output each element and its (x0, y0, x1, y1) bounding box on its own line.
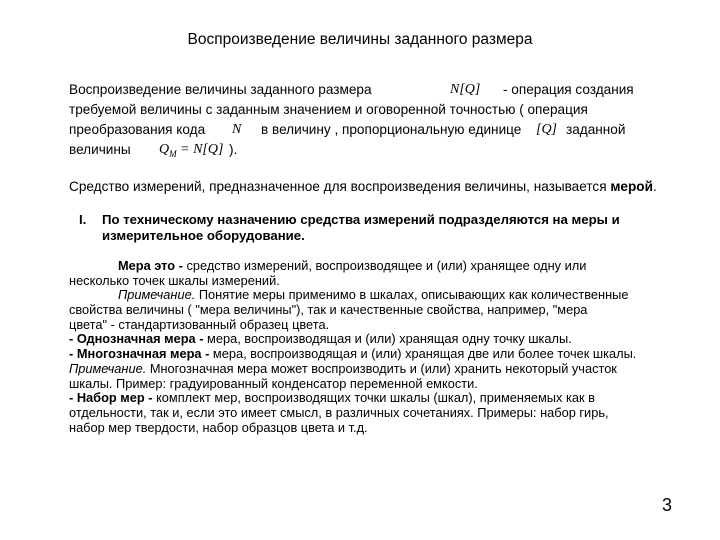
definition-term: мерой (610, 179, 653, 194)
multi-measure-term: - Многозначная мера - (69, 346, 210, 362)
slide-title: Воспроизведение величины заданного размера (187, 31, 533, 48)
measure-term: Мера это - (118, 258, 183, 273)
formula-q-symbol: Q (159, 142, 170, 157)
body-text: средство измерений, воспроизводящее и (или) хранящее одну или (186, 258, 587, 273)
point-line: измерительное оборудование. (102, 228, 305, 243)
definition-end: . (652, 179, 657, 194)
body-line (69, 362, 709, 377)
body-line (69, 259, 709, 274)
formula-n: N (232, 122, 242, 137)
point-text (102, 212, 672, 244)
formula-qm (159, 140, 223, 164)
formula-subscript: М (169, 148, 177, 159)
body-line: свойства величины ( "мера величины"), так и качественные свойства, например, "мера (69, 302, 588, 318)
intro-text: ). (229, 142, 238, 157)
intro-text: заданной (566, 122, 626, 137)
intro-text: Воспроизведение величины заданного размера (69, 82, 372, 97)
body-text: Понятие меры применимо в шкалах, описывающих как количественные (198, 287, 629, 303)
formula-nq: N[Q] (450, 82, 481, 97)
note-label: Примечание. (69, 360, 147, 376)
body-line (69, 332, 709, 347)
point-number: I. (79, 212, 87, 227)
intro-text: в величину , пропорциональную единице (261, 122, 522, 137)
intro-line-4 (69, 140, 669, 160)
body-line (69, 391, 709, 406)
formula-q: [Q] (536, 122, 558, 137)
intro-line-1 (69, 80, 669, 100)
note-label: Примечание. (118, 287, 196, 303)
body-line: набор мер твердости, набор образцов цвета и т.д. (69, 419, 368, 435)
formula-eq: = N[Q] (180, 142, 224, 157)
intro-paragraph (69, 80, 669, 160)
measure-definitions (69, 259, 709, 435)
body-text: Многозначная мера может воспроизводить и (или) хранить некоторый участок (149, 360, 617, 376)
body-line: отдельности, так и, если это имеет смысл, в различных сочетаниях. Примеры: набор гирь, (69, 404, 609, 420)
page-number: 3 (662, 495, 673, 515)
intro-line-3 (69, 120, 669, 140)
intro-text: требуемой величины с заданным значением и оговоренной точностью ( операция (69, 102, 588, 117)
intro-text: преобразования кода (69, 122, 206, 137)
measure-set-term: - Набор мер - (69, 390, 153, 406)
single-measure-term: - Однозначная мера - (69, 331, 204, 347)
intro-text: величины (69, 142, 131, 157)
body-text: мера, воспроизводящая и (или) хранящая две или более точек шкалы. (212, 346, 637, 362)
definition-text: Средство измерений, предназначенное для воспроизведения величины, называется (69, 179, 607, 194)
definition-sentence (69, 179, 657, 194)
intro-line-2 (69, 100, 669, 120)
body-line: цвета" - стандартизованный образец цвета. (69, 316, 330, 332)
body-line (69, 288, 709, 303)
body-text: мера, воспроизводящая и (или) хранящая одну точку шкалы. (207, 331, 572, 347)
body-line: шкалы. Пример: градуированный конденсатор переменной емкости. (69, 375, 478, 391)
body-line (69, 347, 709, 362)
intro-text: - операция создания (503, 82, 634, 97)
body-text: комплект мер, воспроизводящих точки шкалы (шкал), применяемых как в (156, 390, 595, 406)
body-line: несколько точек шкалы измерений. (69, 272, 280, 288)
point-line: По техническому назначению средства измерений подразделяются на меры и (102, 212, 620, 227)
